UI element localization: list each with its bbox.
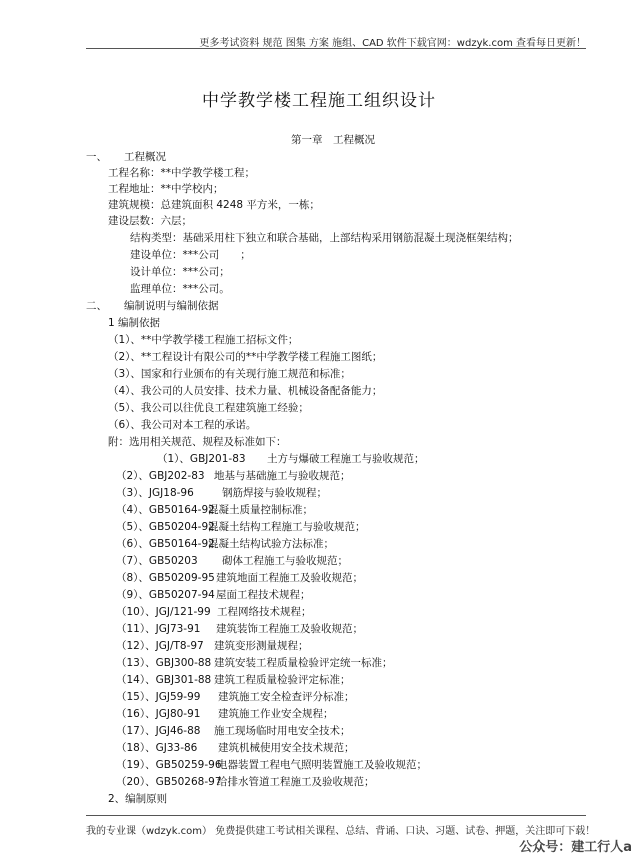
standard-item: [116, 520, 366, 534]
standard-name: 砌体工程施工与验收规范；: [222, 555, 348, 567]
section-1-heading: 工程概况: [124, 151, 166, 163]
basis-item: （6）、我公司对本工程的承诺。: [108, 419, 257, 431]
standard-code: （7）、GB50203: [116, 555, 198, 567]
standard-item: [116, 673, 351, 687]
standard-code: （18）、GJ33-86: [116, 742, 198, 754]
chapter-heading: 第一章 工程概况: [291, 134, 375, 146]
standard-name: 施工现场临时用电安全技术；: [214, 725, 351, 737]
section-2-heading: 编制说明与编制依据: [124, 300, 219, 312]
standard-code: （9）、GB50207-94: [116, 589, 215, 601]
standard-item: [116, 707, 334, 721]
footer-divider: [86, 815, 586, 816]
standard-item: [116, 775, 375, 789]
standard-item: [116, 690, 355, 704]
project-info-item: 工程名称：**中学教学楼工程；: [108, 167, 255, 179]
standard-code: （10）、JGJ/121-99: [116, 606, 211, 618]
standard-item: [116, 537, 334, 551]
standard-name: 电器装置工程电气照明装置施工及验收规范；: [217, 759, 427, 771]
standard-item: [116, 741, 355, 755]
project-info-item: 建设层数：六层；: [108, 215, 192, 227]
standard-name: 屋面工程技术规程；: [216, 589, 311, 601]
standard-name: 建筑机械使用安全技术规范；: [218, 742, 355, 754]
standard-item: [116, 503, 313, 517]
standard-code: （11）、JGJ73-91: [116, 623, 201, 635]
standard-item: [157, 452, 425, 466]
subsection-heading: 1 编制依据: [108, 317, 161, 329]
standard-code: （1）、GBJ201-83: [157, 453, 246, 465]
standard-code: （5）、GB50204-92: [116, 521, 215, 533]
basis-item: （3）、国家和行业颁布的有关现行施工规范和标准；: [108, 368, 351, 380]
standard-name: 混凝土结构试验方法标准；: [208, 538, 334, 550]
project-info-item: 工程地址：**中学校内；: [108, 183, 224, 195]
standard-code: （4）、GB50164-92: [116, 504, 215, 516]
standard-code: （12）、JGJ/T8-97: [116, 640, 204, 652]
unit-item: 建设单位：***公司 ；: [130, 249, 251, 261]
standard-item: [116, 724, 351, 738]
unit-item: 设计单位：***公司；: [130, 266, 230, 278]
section-1-number: 一、: [86, 151, 107, 163]
standard-name: 建筑变形测量规程；: [214, 640, 309, 652]
subsection-heading: 2、编制原则: [108, 793, 168, 805]
page-footer-text: 我的专业课（wdzyk.com） 免费提供建工考试相关课程、总结、背诵、口诀、习题、试卷、押题，关注即可下载！: [86, 826, 596, 837]
standard-name: 建筑施工安全检查评分标准；: [218, 691, 355, 703]
standard-item: [116, 554, 348, 568]
standard-code: （3）、JGJ18-96: [116, 487, 194, 499]
standard-code: （6）、GB50164-92: [116, 538, 215, 550]
standard-name: 建筑工程质量检验评定标准；: [214, 674, 351, 686]
standard-item: [116, 605, 312, 619]
standard-item: [116, 758, 427, 772]
standard-name: 建筑安装工程质量检验评定统一标准；: [214, 657, 393, 669]
standard-name: 混凝土结构工程施工与验收规范；: [208, 521, 366, 533]
standard-item: [116, 588, 311, 602]
structure-type: 结构类型：基础采用柱下独立和联合基础，上部结构采用钢筋混凝土现浇框架结构；: [130, 232, 519, 244]
standard-name: 混凝土质量控制标准；: [208, 504, 313, 516]
document-title: 中学教学楼工程施工组织设计: [202, 91, 436, 111]
project-info-item: 建筑规模：总建筑面积 4248 平方米，一栋；: [108, 199, 320, 211]
standard-name: 给排水管道工程施工及验收规范；: [217, 776, 375, 788]
standard-name: 建筑地面工程施工及验收规范；: [216, 572, 363, 584]
standard-name: 工程网络技术规程；: [217, 606, 312, 618]
standard-code: （20）、GB50268-97: [116, 776, 222, 788]
standard-code: （19）、GB50259-96: [116, 759, 222, 771]
section-2-number: 二、: [86, 300, 107, 312]
page-header-text: 更多考试资料 规范 图集 方案 施组、CAD 软件下载官网：wdzyk.com 查看每日更新！: [199, 38, 586, 49]
basis-item: （1）、**中学教学楼工程施工招标文件；: [108, 334, 299, 346]
standard-name: 建筑装饰工程施工及验收规范；: [216, 623, 363, 635]
standard-item: [116, 469, 351, 483]
standard-name: 建筑施工作业安全规程；: [218, 708, 334, 720]
standard-code: （16）、JGJ80-91: [116, 708, 201, 720]
basis-item: （2）、**工程设计有限公司的**中学教学楼工程施工图纸；: [108, 351, 383, 363]
wechat-watermark: 公众号：建工行人a: [519, 840, 632, 855]
basis-item: （5）、我公司以往优良工程建筑施工经验；: [108, 402, 309, 414]
standard-item: [116, 656, 393, 670]
standard-code: （2）、GBJ202-83: [116, 470, 205, 482]
standard-item: [116, 622, 363, 636]
standard-name: 土方与爆破工程施工与验收规范；: [267, 453, 425, 465]
standard-name: 钢筋焊接与验收规程；: [222, 487, 327, 499]
standard-code: （17）、JGJ46-88: [116, 725, 201, 737]
standard-code: （15）、JGJ59-99: [116, 691, 201, 703]
unit-item: 监理单位：***公司。: [130, 283, 230, 295]
standard-code: （14）、GBJ301-88: [116, 674, 212, 686]
appendix-note: 附：选用相关规范、规程及标准如下：: [108, 436, 287, 448]
header-divider: [86, 48, 586, 49]
standard-item: [116, 639, 309, 653]
standard-item: [116, 571, 363, 585]
standard-item: [116, 486, 327, 500]
standard-code: （13）、GBJ300-88: [116, 657, 212, 669]
basis-item: （4）、我公司的人员安排、技术力量、机械设备配备能力；: [108, 385, 383, 397]
standard-code: （8）、GB50209-95: [116, 572, 215, 584]
standard-name: 地基与基础施工与验收规范；: [214, 470, 351, 482]
